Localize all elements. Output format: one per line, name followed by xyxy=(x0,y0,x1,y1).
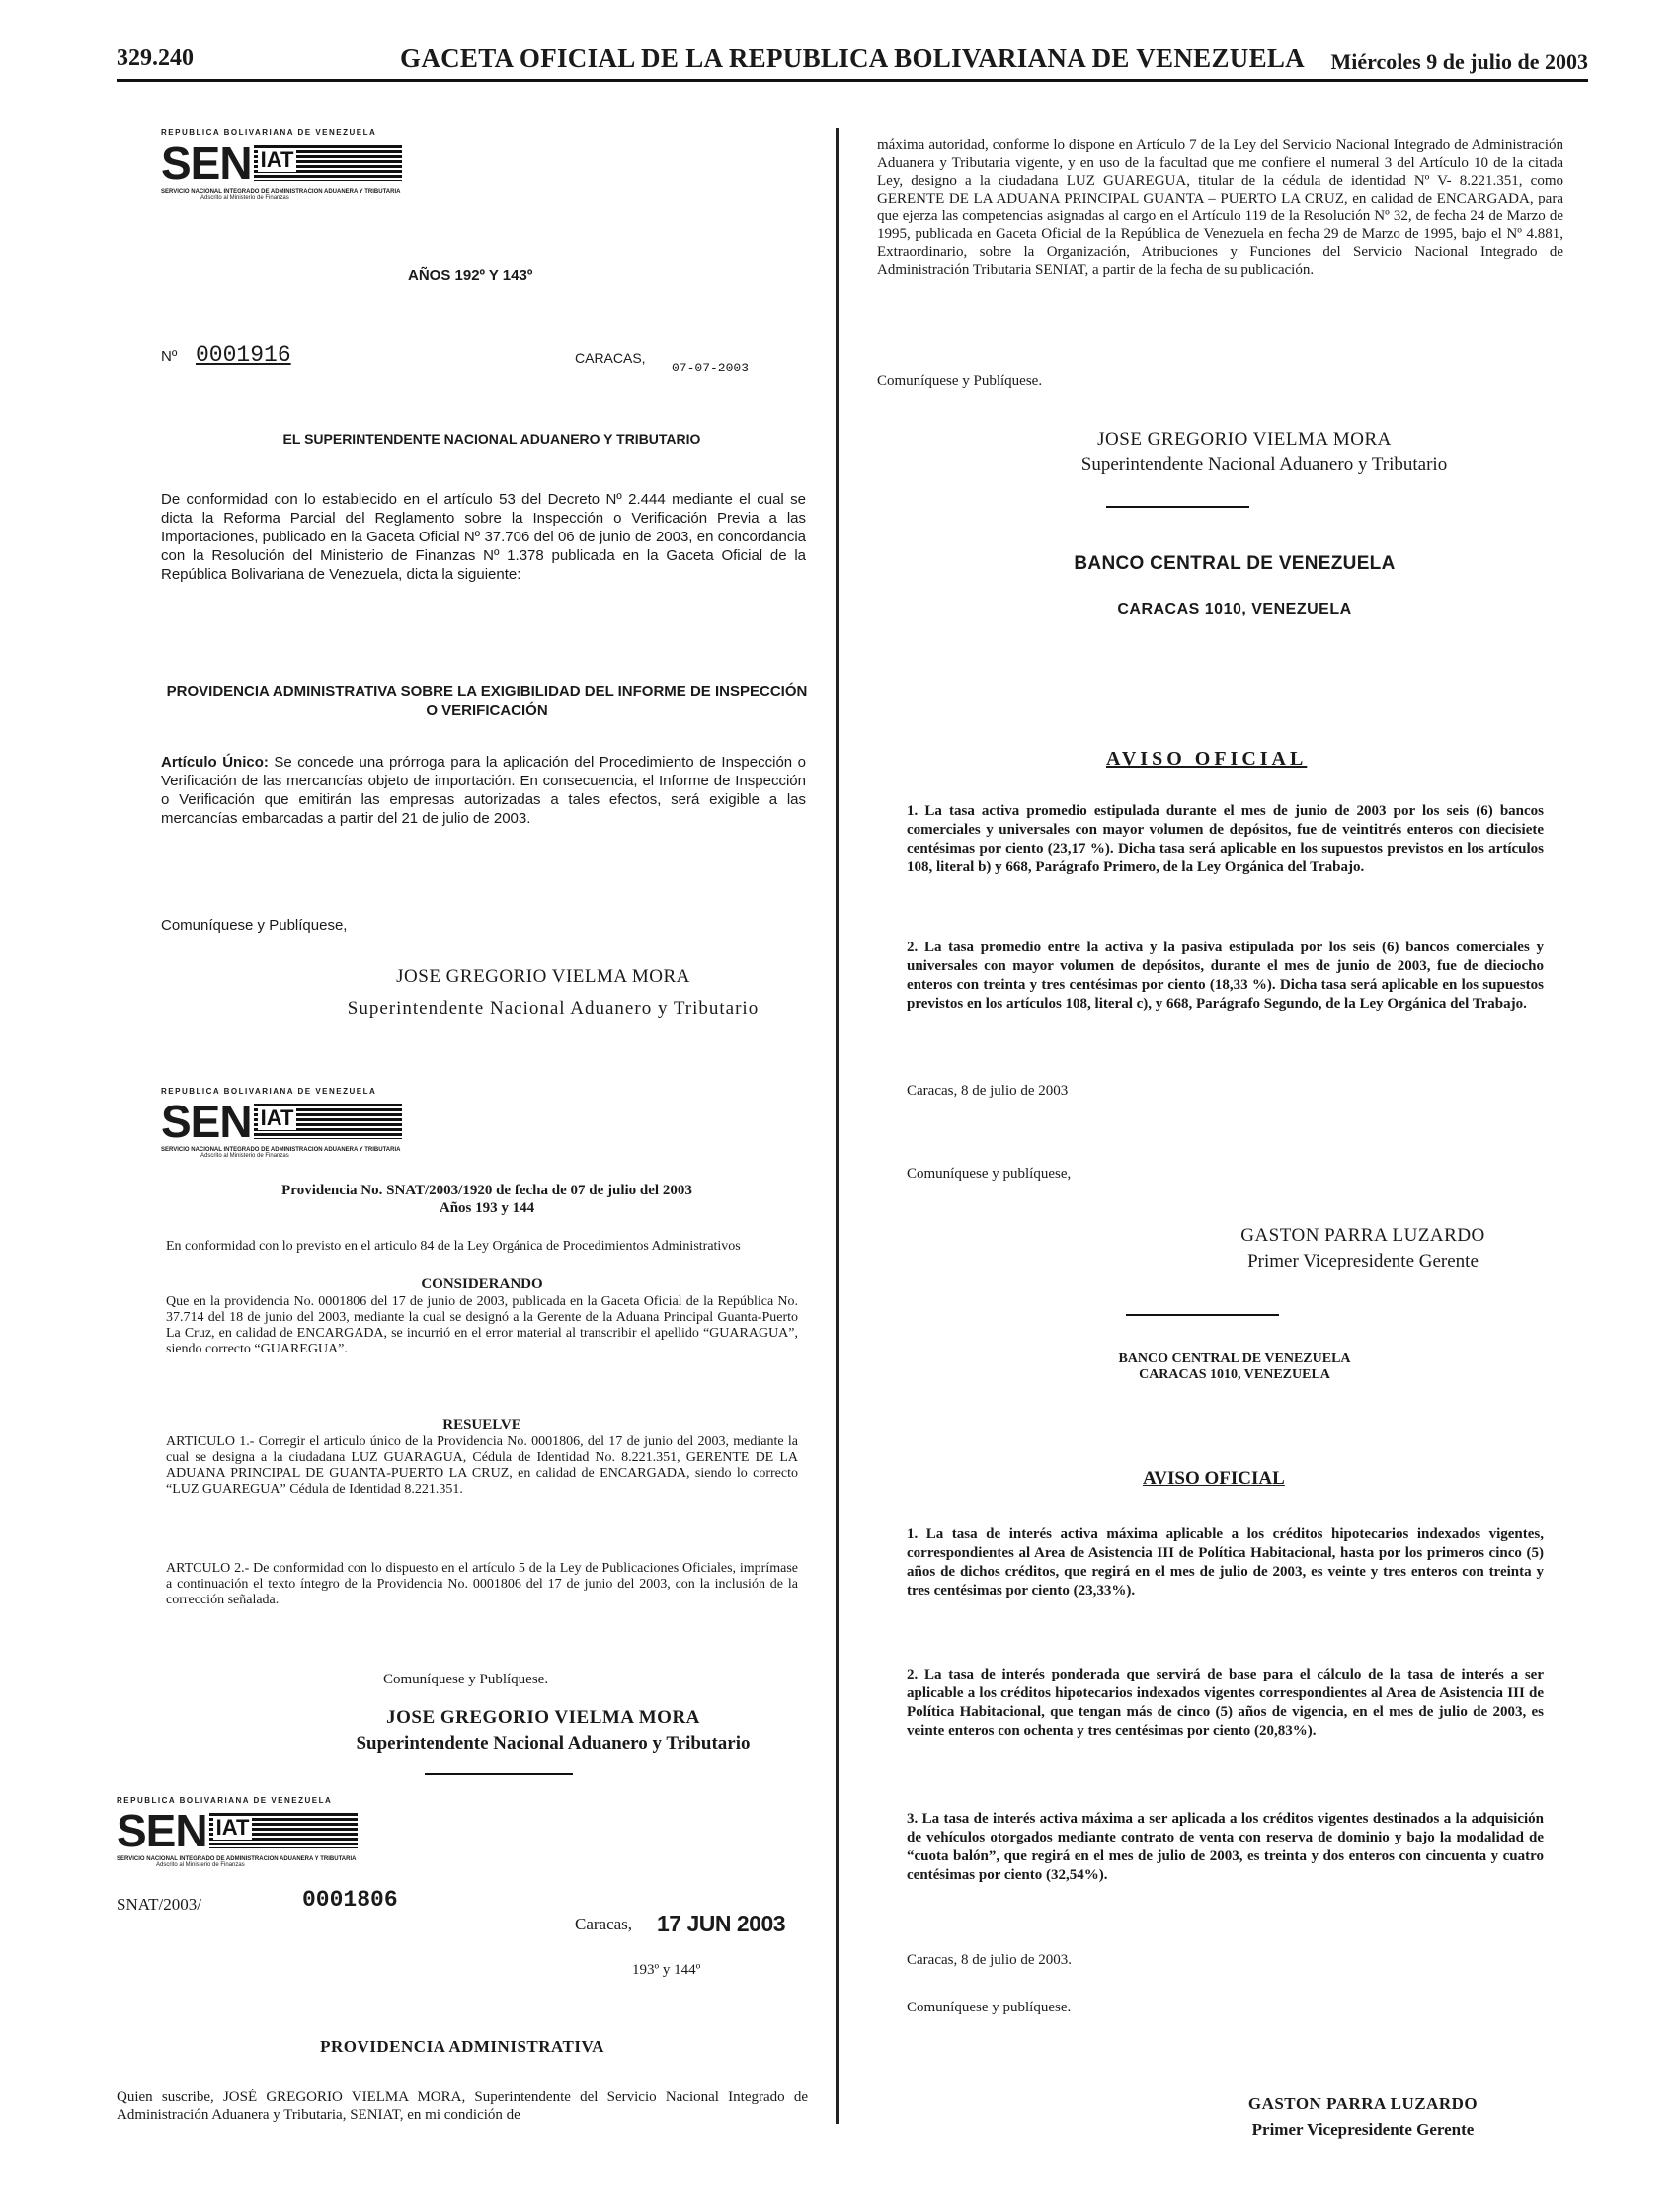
aviso1-item-1: 1. La tasa activa promedio estipulada durante el mes de junio de 2003 por los seis (6) bancos comerciales y universales con mayor volumen de depósitos, fue de veintitrés enteros con diecisiete centésimas por ciento (23,17 %). Dicha tasa será aplicable en los supuestos previstos en los artículos 108, literal b) y 668, Parágrafo Primero, de la Ley Orgánica del Trabajo. xyxy=(907,803,1544,875)
doc2-considerando: Que en la providencia No. 0001806 del 17 de junio de 2003, publicada en la Gaceta Oficial de la República No. 37.714 del 18 de junio del 2003, mediante la cual se designó a la Gerente de la Aduana Principal Guanta-Puerto La Cruz, en calidad de ENCARGADA, se incurrió en el error material al transcribir el apellido “GUARAGUA”, siendo correcto “GUAREGUA”. xyxy=(166,1294,798,1356)
section-rule xyxy=(1106,506,1249,508)
aviso2-title: AVISO OFICIAL xyxy=(1143,1468,1285,1489)
doc3-continuation: máxima autoridad, conforme lo dispone en Artículo 7 de la Ley del Servicio Nacional Integrado de Administración Aduanera y Tributaria vigente, y en uso de la facultad que me confiere el numeral 3 del Artículo 10 de la citada Ley, designo a la ciudadana LUZ GUAREGUA, titular de la cédula de identidad Nº V- 8.221.351, como GERENTE DE LA ADUANA PRINCIPAL GUANTA – PUERTO LA CRUZ, en calidad de ENCARGADA, para que ejerza las competencias asignadas al cargo en el Artículo 119 de la Resolución Nº 32, de fecha 24 de Marzo de 1995, publicada en Gaceta Oficial de la República de Venezuela en fecha 29 de Marzo de 1995, bajo el Nº 4.881, Extraordinario, sobre la Organización, Atribuciones y Funciones del Servicio Nacional Integrado de Administración Tributaria SENIAT, a partir de la fecha de su publicación. xyxy=(877,137,1563,278)
doc1-date: 07-07-2003 xyxy=(672,361,750,375)
seniat-logo xyxy=(161,128,457,201)
logo-tagline: SERVICIO NACIONAL INTEGRADO DE ADMINISTRACION ADUANERA Y TRIBUTARIA xyxy=(117,1856,357,1862)
logo-tagline: SERVICIO NACIONAL INTEGRADO DE ADMINISTRACION ADUANERA Y TRIBUTARIA xyxy=(161,189,401,195)
aviso1-signer-title: Primer Vicepresidente Gerente xyxy=(1247,1251,1479,1271)
logo-republic: REPUBLICA BOLIVARIANA DE VENEZUELA xyxy=(161,1087,377,1096)
doc2-article-2: ARTCULO 2.- De conformidad con lo dispuesto en el artículo 5 de la Ley de Publicaciones Oficiales, imprímase a continuación el texto íntegro de la Providencia No. 0001806 del 17 de junio del 2003, con la inclusión de la corrección señalada. xyxy=(166,1561,798,1607)
gazette-date: Miércoles 9 de julio de 2003 xyxy=(1330,49,1588,74)
doc2-signer-title: Superintendente Nacional Aduanero y Tributario xyxy=(356,1733,751,1754)
bcv-city: CARACAS 1010, VENEZUELA xyxy=(1117,601,1352,617)
logo-attached: Adscrito al Ministerio de Finanzas xyxy=(200,195,289,201)
doc2-considerando-label: CONSIDERANDO xyxy=(421,1276,543,1292)
aviso1-title: AVISO OFICIAL xyxy=(1106,748,1308,770)
column-divider xyxy=(836,128,839,2124)
doc1-authority: EL SUPERINTENDENTE NACIONAL ADUANERO Y TRIBUTARIO xyxy=(282,431,701,447)
doc3-ref-number: 0001806 xyxy=(302,1887,398,1913)
logo-tagline: SERVICIO NACIONAL INTEGRADO DE ADMINISTRACION ADUANERA Y TRIBUTARIA xyxy=(161,1147,401,1153)
doc2-title-line2: Años 193 y 144 xyxy=(439,1200,535,1216)
doc2-intro: En conformidad con lo previsto en el articulo 84 de la Ley Orgánica de Procedimientos Administrativos xyxy=(166,1239,741,1254)
aviso2-signer: GASTON PARRA LUZARDO xyxy=(1247,2094,1479,2113)
doc3-signer: JOSE GREGORIO VIELMA MORA xyxy=(1097,429,1392,450)
logo-republic: REPUBLICA BOLIVARIANA DE VENEZUELA xyxy=(161,128,377,137)
logo-republic: REPUBLICA BOLIVARIANA DE VENEZUELA xyxy=(117,1796,333,1805)
seniat-logo xyxy=(117,1796,413,1868)
seniat-logo xyxy=(161,1087,457,1159)
logo-iat: IAT xyxy=(258,148,297,172)
section-rule xyxy=(1126,1314,1279,1316)
logo-attached: Adscrito al Ministerio de Finanzas xyxy=(200,1153,289,1159)
doc1-closing: Comuníquese y Publíquese, xyxy=(161,917,348,934)
aviso1-closing: Comuníquese y publíquese, xyxy=(907,1166,1072,1182)
logo-sen: SEN xyxy=(161,1096,252,1147)
aviso2-item-2: 2. La tasa de interés ponderada que servirá de base para el cálculo de la tasa de interés a ser aplicable a los créditos hipotecarios indexados vigentes correspondientes al Area de Asistencia III de Política Habitacional, que tengan más de cinco (5) años de vigencia, en el mes de julio de 2003, es veinte enteros con ochenta y tres centésimas por ciento (20,83%). xyxy=(907,1667,1544,1739)
doc3-place: Caracas, xyxy=(575,1915,633,1933)
logo-sen: SEN xyxy=(117,1805,207,1856)
doc2-resuelve-label: RESUELVE xyxy=(442,1417,521,1433)
page-number: 329.240 xyxy=(117,45,194,71)
doc1-signer: JOSE GREGORIO VIELMA MORA xyxy=(396,966,690,987)
doc1-number-label: Nº xyxy=(161,348,178,365)
logo-sen: SEN xyxy=(161,137,252,189)
aviso1-date: Caracas, 8 de julio de 2003 xyxy=(907,1083,1069,1099)
doc3-ref-prefix: SNAT/2003/ xyxy=(117,1895,201,1914)
doc2-closing: Comuníquese y Publíquese. xyxy=(383,1672,549,1687)
aviso2-closing: Comuníquese y publíquese. xyxy=(907,2000,1072,2015)
doc1-years: AÑOS 192º Y 143º xyxy=(408,267,533,284)
doc1-article xyxy=(161,753,806,828)
doc1-article-text: Se concede una prórroga para la aplicación del Procedimiento de Inspección o Verificación de las mercancías objeto de importación. En consecuencia, el Informe de Inspección o Verificación que emitirán las empresas autorizadas a tales efectos, será exigible a las mercancías embarcadas a partir del 21 de julio de 2003. xyxy=(161,754,806,827)
aviso2-date: Caracas, 8 de julio de 2003. xyxy=(907,1952,1073,1968)
logo-iat: IAT xyxy=(213,1816,253,1840)
doc2-title xyxy=(161,1182,813,1217)
aviso1-signer: GASTON PARRA LUZARDO xyxy=(1240,1225,1485,1246)
logo-iat: IAT xyxy=(258,1106,297,1130)
aviso2-item-1: 1. La tasa de interés activa máxima aplicable a los créditos hipotecarios indexados vigentes, correspondientes al Area de Asistencia III de Política Habitacional, hasta por los primeros cinco (5) años de dichos créditos, que regirá en el mes de julio de 2003, es veinte y tres enteros con treinta y tres centésimas por ciento (23,33%). xyxy=(907,1526,1544,1598)
doc3-closing: Comuníquese y Publíquese. xyxy=(877,373,1043,389)
section-rule xyxy=(425,1773,573,1775)
doc1-place: CARACAS, xyxy=(575,350,646,366)
doc2-title-line1: Providencia No. SNAT/2003/1920 de fecha de 07 de julio del 2003 xyxy=(281,1183,692,1198)
doc1-number: 0001916 xyxy=(196,342,291,368)
gazette-title: GACETA OFICIAL DE LA REPUBLICA BOLIVARIANA DE VENEZUELA xyxy=(400,43,1305,73)
bcv-name: BANCO CENTRAL DE VENEZUELA xyxy=(1074,553,1396,574)
doc1-article-label: Artículo Único: xyxy=(161,754,269,771)
doc3-heading: PROVIDENCIA ADMINISTRATIVA xyxy=(320,2037,604,2056)
doc3-date-stamp: 17 JUN 2003 xyxy=(657,1911,786,1936)
doc3-signer-title: Superintendente Nacional Aduanero y Tributario xyxy=(1080,454,1448,475)
bcv-name: BANCO CENTRAL DE VENEZUELA xyxy=(1118,1352,1351,1366)
bcv-header-2 xyxy=(1037,1352,1432,1383)
gazette-header xyxy=(117,40,1588,82)
doc1-signer-title: Superintendente Nacional Aduanero y Tributario xyxy=(347,998,760,1019)
logo-attached: Adscrito al Ministerio de Finanzas xyxy=(156,1862,245,1868)
aviso2-signer-title: Primer Vicepresidente Gerente xyxy=(1251,2120,1475,2139)
aviso1-item-2: 2. La tasa promedio entre la activa y la pasiva estipulada por los seis (6) bancos comerciales y universales con mayor volumen de depósitos, durante el mes de junio de 2003, fue de dieciocho enteros con treinta y tres centésimas por ciento (18,33 %). Dicha tasa será aplicable en los supuestos previstos en los artículos 108, literal c), y 668, Parágrafo Segundo, de la Ley Orgánica del Trabajo. xyxy=(907,940,1544,1012)
doc1-intro: De conformidad con lo establecido en el artículo 53 del Decreto Nº 2.444 mediante el cual se dicta la Reforma Parcial del Reglamento sobre la Inspección o Verificación Previa a las Importaciones, publicado en la Gaceta Oficial Nº 37.706 del 06 de junio de 2003, en concordancia con la Resolución del Ministerio de Finanzas Nº 1.378 publicada en la Gaceta Oficial de la República Bolivariana de Venezuela, dicta la siguiente: xyxy=(161,491,806,583)
doc2-article-1: ARTICULO 1.- Corregir el articulo único de la Providencia No. 0001806, del 17 de junio del 2003, mediante la cual se designa a la ciudadana LUZ GUARAGUA, Cédula de Identidad No. 8.221.351, GERENTE DE LA ADUANA PRINCIPAL DE GUANTA-PUERTO LA CRUZ, en calidad de ENCARGADA, siendo lo correcto “LUZ GUAREGUA” Cédula de Identidad 8.221.351. xyxy=(166,1434,798,1497)
doc1-heading: PROVIDENCIA ADMINISTRATIVA SOBRE LA EXIGIBILIDAD DEL INFORME DE INSPECCIÓN O VERIFICACIÓN xyxy=(166,683,808,719)
bcv-city: CARACAS 1010, VENEZUELA xyxy=(1139,1367,1330,1382)
doc2-signer: JOSE GREGORIO VIELMA MORA xyxy=(386,1707,700,1728)
doc3-years: 193º y 144º xyxy=(632,1962,701,1978)
aviso2-item-3: 3. La tasa de interés activa máxima a ser aplicada a los créditos vigentes destinados a la adquisición de vehículos otorgados mediante contrato de venta con reserva de dominio y bajo la modalidad de “cuota balón”, que regirá en el mes de julio de 2003, es treinta y dos enteros con cincuenta y cuatro centésimas por ciento (32,54%). xyxy=(907,1811,1544,1883)
doc3-body: Quien suscribe, JOSÉ GREGORIO VIELMA MORA, Superintendente del Servicio Nacional Integrado de Administración Aduanera y Tributaria, SENIAT, en mi condición de xyxy=(117,2089,808,2123)
